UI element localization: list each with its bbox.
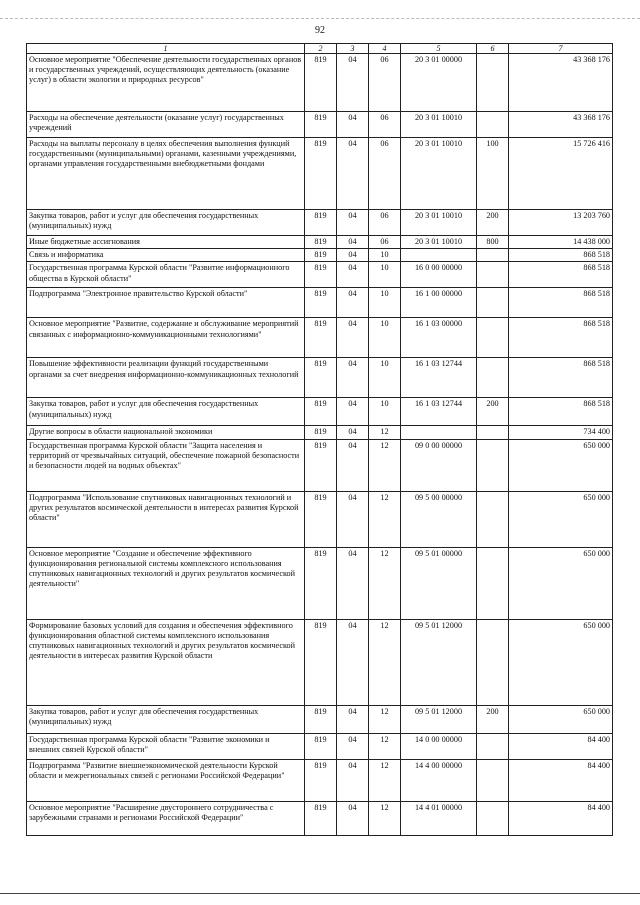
row-section-code: 04	[337, 801, 369, 835]
row-expense-type	[477, 801, 509, 835]
table-row	[27, 439, 613, 491]
row-name: Закупка товаров, работ и услуг для обеспечения государственных (муниципальных) нужд	[27, 210, 305, 236]
row-target-code: 16 1 03 12744	[401, 358, 477, 398]
row-target-code: 20 3 01 10010	[401, 138, 477, 210]
row-subsection-code: 12	[369, 426, 401, 439]
table-row	[27, 705, 613, 733]
table-body	[27, 54, 613, 836]
row-ministry-code: 819	[305, 262, 337, 288]
row-expense-type: 200	[477, 210, 509, 236]
table-row	[27, 426, 613, 439]
row-expense-type	[477, 249, 509, 262]
row-ministry-code: 819	[305, 733, 337, 759]
table-row	[27, 236, 613, 249]
row-ministry-code: 819	[305, 358, 337, 398]
row-subsection-code: 12	[369, 547, 401, 619]
row-subsection-code: 12	[369, 619, 401, 705]
row-name: Основное мероприятие "Развитие, содержание и обслуживание мероприятий связанных с информационно-коммуникационными технологиями"	[27, 318, 305, 358]
row-name: Закупка товаров, работ и услуг для обеспечения государственных (муниципальных) нужд	[27, 705, 305, 733]
row-amount: 650 000	[509, 547, 613, 619]
row-name: Подпрограмма "Использование спутниковых навигационных технологий и других результатов космической деятельности в интересах развития Курской области"	[27, 491, 305, 547]
row-amount: 868 518	[509, 358, 613, 398]
row-subsection-code: 10	[369, 288, 401, 318]
row-name: Государственная программа Курской области "Защита населения и территорий от чрезвычайных ситуаций, обеспечение пожарной безопасности и безопасности людей на водных объектах"	[27, 439, 305, 491]
row-ministry-code: 819	[305, 398, 337, 426]
row-target-code: 09 5 01 00000	[401, 547, 477, 619]
row-expense-type: 200	[477, 705, 509, 733]
row-name: Иные бюджетные ассигнования	[27, 236, 305, 249]
row-expense-type	[477, 547, 509, 619]
row-ministry-code: 819	[305, 619, 337, 705]
row-ministry-code: 819	[305, 547, 337, 619]
table-row	[27, 491, 613, 547]
row-name: Подпрограмма "Электронное правительство Курской области"	[27, 288, 305, 318]
row-amount: 868 518	[509, 398, 613, 426]
table-row	[27, 112, 613, 138]
row-subsection-code: 10	[369, 358, 401, 398]
row-amount: 868 518	[509, 318, 613, 358]
table-row	[27, 249, 613, 262]
row-section-code: 04	[337, 759, 369, 801]
table-row	[27, 547, 613, 619]
row-section-code: 04	[337, 619, 369, 705]
row-name: Основное мероприятие "Расширение двустороннего сотрудничества с зарубежными странами и регионами Российской Федерации"	[27, 801, 305, 835]
row-section-code: 04	[337, 733, 369, 759]
row-amount: 650 000	[509, 705, 613, 733]
row-name: Закупка товаров, работ и услуг для обеспечения государственных (муниципальных) нужд	[27, 398, 305, 426]
row-target-code: 09 5 01 12000	[401, 619, 477, 705]
row-name: Основное мероприятие "Обеспечение деятельности государственных органов и государственных учреждений, осуществляющих деятельность (оказание услуг) в области экологии и природных ресурсов"	[27, 54, 305, 112]
row-target-code: 16 1 03 00000	[401, 318, 477, 358]
row-section-code: 04	[337, 236, 369, 249]
row-ministry-code: 819	[305, 288, 337, 318]
row-section-code: 04	[337, 491, 369, 547]
row-ministry-code: 819	[305, 210, 337, 236]
row-section-code: 04	[337, 398, 369, 426]
page-bottom-rule	[0, 893, 640, 894]
row-expense-type	[477, 733, 509, 759]
row-expense-type: 100	[477, 138, 509, 210]
row-ministry-code: 819	[305, 426, 337, 439]
row-expense-type	[477, 262, 509, 288]
row-subsection-code: 06	[369, 54, 401, 112]
row-expense-type: 800	[477, 236, 509, 249]
row-ministry-code: 819	[305, 112, 337, 138]
row-section-code: 04	[337, 439, 369, 491]
row-subsection-code: 06	[369, 112, 401, 138]
row-section-code: 04	[337, 318, 369, 358]
row-section-code: 04	[337, 262, 369, 288]
row-ministry-code: 819	[305, 801, 337, 835]
row-amount: 15 726 416	[509, 138, 613, 210]
row-target-code: 14 0 00 00000	[401, 733, 477, 759]
row-subsection-code: 12	[369, 733, 401, 759]
row-target-code: 14 4 00 00000	[401, 759, 477, 801]
table-row	[27, 759, 613, 801]
row-ministry-code: 819	[305, 318, 337, 358]
row-target-code: 09 0 00 00000	[401, 439, 477, 491]
table-row	[27, 358, 613, 398]
row-name: Государственная программа Курской области "Развитие экономики и внешних связей Курской области"	[27, 733, 305, 759]
row-subsection-code: 12	[369, 491, 401, 547]
row-amount: 868 518	[509, 262, 613, 288]
row-section-code: 04	[337, 210, 369, 236]
table-row	[27, 318, 613, 358]
row-ministry-code: 819	[305, 759, 337, 801]
row-section-code: 04	[337, 249, 369, 262]
column-number: 2	[305, 44, 337, 54]
row-target-code: 09 5 00 00000	[401, 491, 477, 547]
row-ministry-code: 819	[305, 249, 337, 262]
row-subsection-code: 10	[369, 249, 401, 262]
row-ministry-code: 819	[305, 236, 337, 249]
row-subsection-code: 06	[369, 138, 401, 210]
row-name: Повышение эффективности реализации функций государственными органами за счет внедрения информационно-коммуникационных технологий	[27, 358, 305, 398]
row-amount: 868 518	[509, 288, 613, 318]
row-name: Расходы на выплаты персоналу в целях обеспечения выполнения функций государственными (муниципальными) органами, казенными учреждениями, органами управления государственными внебюджетными фондами	[27, 138, 305, 210]
row-ministry-code: 819	[305, 491, 337, 547]
row-section-code: 04	[337, 288, 369, 318]
table-row	[27, 619, 613, 705]
row-target-code: 16 1 03 12744	[401, 398, 477, 426]
row-expense-type	[477, 439, 509, 491]
row-amount: 84 400	[509, 801, 613, 835]
row-target-code	[401, 249, 477, 262]
row-target-code: 16 0 00 00000	[401, 262, 477, 288]
column-number: 7	[509, 44, 613, 54]
row-amount: 734 400	[509, 426, 613, 439]
row-subsection-code: 12	[369, 759, 401, 801]
row-ministry-code: 819	[305, 138, 337, 210]
page-number: 92	[315, 25, 325, 36]
row-expense-type	[477, 619, 509, 705]
row-target-code: 20 3 01 10010	[401, 112, 477, 138]
row-subsection-code: 10	[369, 318, 401, 358]
row-amount: 84 400	[509, 733, 613, 759]
row-expense-type	[477, 54, 509, 112]
row-amount: 13 203 760	[509, 210, 613, 236]
column-number: 4	[369, 44, 401, 54]
column-number: 3	[337, 44, 369, 54]
row-section-code: 04	[337, 705, 369, 733]
table-row	[27, 262, 613, 288]
row-section-code: 04	[337, 547, 369, 619]
row-expense-type	[477, 112, 509, 138]
row-section-code: 04	[337, 426, 369, 439]
row-section-code: 04	[337, 138, 369, 210]
row-expense-type	[477, 358, 509, 398]
table-row	[27, 210, 613, 236]
row-target-code: 16 1 00 00000	[401, 288, 477, 318]
row-subsection-code: 12	[369, 801, 401, 835]
row-section-code: 04	[337, 358, 369, 398]
row-subsection-code: 10	[369, 398, 401, 426]
row-name: Основное мероприятие "Создание и обеспечение эффективного функционирования региональной системы комплексного использования спутниковых навигационных технологий и других результатов космической деятельности"	[27, 547, 305, 619]
row-subsection-code: 10	[369, 262, 401, 288]
row-target-code: 20 3 01 10010	[401, 210, 477, 236]
row-target-code: 14 4 01 00000	[401, 801, 477, 835]
table-row	[27, 138, 613, 210]
row-ministry-code: 819	[305, 54, 337, 112]
row-target-code: 20 3 01 00000	[401, 54, 477, 112]
table-row	[27, 54, 613, 112]
table-row	[27, 288, 613, 318]
row-expense-type	[477, 759, 509, 801]
row-subsection-code: 12	[369, 439, 401, 491]
column-number: 6	[477, 44, 509, 54]
row-name: Формирование базовых условий для создания и обеспечения эффективного функционирования областной системы комплексного использования спутниковых навигационных технологий и других результатов космической деятельности в интересах развития Курской области	[27, 619, 305, 705]
table-row	[27, 733, 613, 759]
row-expense-type	[477, 491, 509, 547]
row-name: Связь и информатика	[27, 249, 305, 262]
row-target-code: 09 5 01 12000	[401, 705, 477, 733]
row-section-code: 04	[337, 54, 369, 112]
row-expense-type	[477, 288, 509, 318]
row-amount: 43 368 176	[509, 54, 613, 112]
row-name: Государственная программа Курской области "Развитие информационного общества в Курской области"	[27, 262, 305, 288]
column-number: 1	[27, 44, 305, 54]
table-row	[27, 398, 613, 426]
column-number: 5	[401, 44, 477, 54]
row-name: Другие вопросы в области национальной экономики	[27, 426, 305, 439]
row-expense-type	[477, 426, 509, 439]
row-amount: 650 000	[509, 491, 613, 547]
budget-table	[26, 43, 613, 836]
row-amount: 650 000	[509, 439, 613, 491]
row-expense-type	[477, 318, 509, 358]
scan-top-mark	[0, 18, 640, 19]
row-subsection-code: 06	[369, 210, 401, 236]
row-amount: 868 518	[509, 249, 613, 262]
row-ministry-code: 819	[305, 439, 337, 491]
row-name: Подпрограмма "Развитие внешнеэкономической деятельности Курской области и межрегиональных связей с регионами Российской Федерации"	[27, 759, 305, 801]
row-name: Расходы на обеспечение деятельности (оказание услуг) государственных учреждений	[27, 112, 305, 138]
row-ministry-code: 819	[305, 705, 337, 733]
row-amount: 43 368 176	[509, 112, 613, 138]
row-subsection-code: 06	[369, 236, 401, 249]
row-expense-type: 200	[477, 398, 509, 426]
row-subsection-code: 12	[369, 705, 401, 733]
row-amount: 84 400	[509, 759, 613, 801]
row-target-code: 20 3 01 10010	[401, 236, 477, 249]
row-section-code: 04	[337, 112, 369, 138]
row-target-code	[401, 426, 477, 439]
column-number-row	[27, 44, 613, 54]
table-row	[27, 801, 613, 835]
row-amount: 650 000	[509, 619, 613, 705]
row-amount: 14 438 000	[509, 236, 613, 249]
